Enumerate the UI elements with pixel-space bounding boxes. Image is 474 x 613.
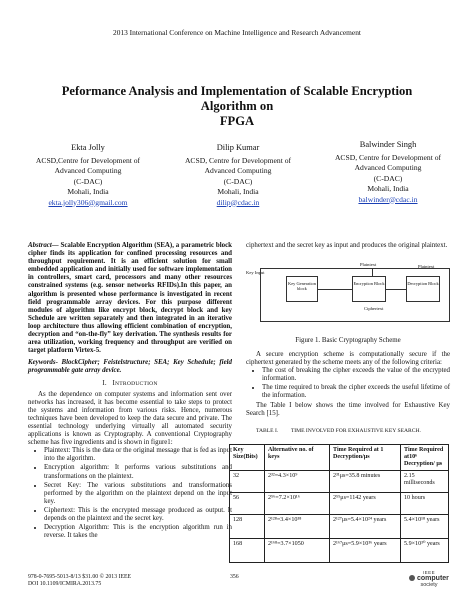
plaintext-arrow — [372, 268, 373, 276]
list-item: • The cost of breaking the cipher exceeds the value of the encrypted information. — [262, 367, 450, 383]
table-cell: 2³¹μs=35.8 minutes — [330, 471, 401, 493]
figure-1 — [246, 262, 452, 334]
author-affil-line: ACSD, Centre for Development of — [334, 152, 442, 162]
logo-computer — [404, 575, 454, 582]
table-cell: 2⁵⁵μs=1142 years — [330, 493, 401, 515]
table-cell: 168 — [230, 539, 265, 563]
footer-doi: DOI 10.1109/ICMIRA.2013.75 — [28, 581, 102, 587]
keywords-label: Keywords- — [28, 359, 58, 367]
footer-copyright — [28, 574, 131, 588]
table-caption-label: TABLE I. — [256, 428, 279, 434]
encryption-block: Encryption Block — [352, 276, 386, 302]
table-cell: 2.15 milliseconds — [401, 471, 449, 493]
computer-society-logo — [404, 570, 454, 588]
key-search-table — [229, 444, 449, 563]
author-3 — [314, 140, 462, 205]
key-input-label: Key Input — [246, 270, 265, 275]
author-email-link[interactable]: dilip@cdac.in — [216, 197, 260, 207]
plaintext-input-label: Plaintext — [360, 262, 377, 267]
table-cell: 128 — [230, 515, 265, 539]
author-name: Ekta Jolly — [71, 143, 105, 152]
criteria-list — [246, 367, 450, 400]
table-row — [230, 493, 449, 515]
table-cell: 5.9×10³⁰ years — [401, 539, 449, 563]
author-affil-line: Advanced Computing — [354, 163, 422, 172]
table-row — [230, 539, 449, 563]
title-line-2: FPGA — [219, 114, 255, 128]
table-row — [230, 471, 449, 493]
ingredients-list — [28, 447, 232, 540]
logo-computer-text: computer — [417, 575, 449, 582]
page-number: 356 — [230, 574, 239, 580]
figure-caption: Figure 1. Basic Cryptography Scheme — [295, 337, 401, 344]
author-affil-line: Mohali, India — [367, 184, 409, 193]
encrypt-to-decrypt-arrow — [386, 289, 406, 290]
list-item: • Decryption Algorithm: This is the encryption algorithm run in reverse. It takes the — [44, 524, 232, 540]
table-header-cell: Key Size(Bits) — [230, 445, 265, 471]
footer-isbn: 978-0-7695-5013-8/13 $31.00 © 2013 IEEE — [28, 574, 132, 580]
author-email-link[interactable]: balwinder@cdac.in — [358, 194, 418, 204]
table-row — [230, 515, 449, 539]
table-cell: 2¹²⁷μs=5.4×10²⁴ years — [330, 515, 401, 539]
logo-emblem-icon — [409, 575, 415, 581]
section-heading — [28, 380, 232, 388]
table-cell: 32 — [230, 471, 265, 493]
table-header-cell: Alternative no. of keys — [265, 445, 330, 471]
list-item: • Encryption algorithm: It performs various substitutions and transformations on the plaintext. — [44, 464, 232, 480]
abstract-label: Abstract— — [28, 242, 59, 249]
table-header-cell: Time Required at 1 Decryption/μs — [330, 445, 401, 471]
table-header-cell: Time Required at10⁶ Decryption/ μs — [401, 445, 449, 471]
logo-society: society — [420, 582, 438, 588]
left-column — [28, 242, 232, 541]
table-cell: 2¹⁶⁷μs=5.9×10³⁶ years — [330, 539, 401, 563]
abstract-text: Scalable Encryption Algorithm (SEA), a parametric block cipher finds its application for confined processing resources and throughput requirement. It is an efficient solution for small embedded application and initially used for software implementation in controllers, smart card, processors and many other resources constrained systems (e.g. sensor networks RFIDs).In this paper, an algorithm is presented whose performance is investigated in recent field programmable array devices. For this purpose different modules of algorithm like encrypt block, decrypt block and key Schedule are written separately and then integrated in an iterative loop architecture thus allowing efficient combination of encryption, decryption and “on-the-fly” key derivation. The synthesis results for area utilization, working frequency and throughput are verified on target platform Virtex-5. — [28, 242, 232, 355]
author-affil-line: ACSD,Centre for Development of — [35, 155, 141, 165]
author-affil-line: (C-DAC) — [223, 176, 253, 186]
ciphertext-label: Ciphertext — [364, 306, 384, 311]
table-cell: 2³²=4.3×10⁹ — [265, 471, 330, 493]
author-affil-line: (C-DAC) — [373, 173, 403, 183]
decryption-block: Decryption Block — [406, 276, 440, 302]
table-cell: 2¹²⁸=3.4×10³⁸ — [265, 515, 330, 539]
section-title-initial: I — [112, 379, 116, 387]
plaintext-output-label: Plaintext — [418, 264, 435, 269]
table-cell: 56 — [230, 493, 265, 515]
right-top-text: ciphertext and the secret key as input and produces the original plaintext. — [246, 242, 448, 249]
table-caption-text: TIME INVOLVED FOR EXHAUSTIVE KEY SEARCH. — [290, 428, 421, 434]
author-email-link[interactable]: ekta.jolly306@gmail.com — [48, 197, 128, 207]
security-paragraph: A secure encryption scheme is computationally secure if the ciphertext generated by the scheme meets any of the following criteria: — [246, 351, 450, 367]
keywords-text: BlockCipher; Feistelstructure; SEA; Key Schedule; field programmable gate array device. — [28, 359, 232, 375]
right-column — [246, 351, 450, 418]
keywords — [28, 359, 232, 375]
author-affil-line: Mohali, India — [67, 187, 109, 196]
intro-paragraph: As the dependence on computer systems and information sent over networks has increased, it has become essential to take steps to protect the systems and information from various risks. Hence, numerous techniques have been developed to keep the data secure and private. The essential technology underlying virtually all automated security applications is known as Cryptography. A conventional Cryptography scheme has five ingredients and is shown in figure1: — [28, 390, 232, 447]
section-number: I. — [102, 379, 107, 387]
author-affil-line: Mohali, India — [217, 187, 259, 196]
paper-title — [40, 84, 434, 129]
list-item: • Plaintext: This is the data or the original message that is fed as input into the algorithm. — [44, 447, 232, 463]
author-affil-line: (C-DAC) — [73, 176, 103, 186]
author-2 — [164, 143, 312, 208]
logo-ieee: IEEE — [422, 570, 436, 575]
list-item: • Secret Key: The various substitutions and transformations performed by the algorithm on the plaintext depend on the input key. — [44, 482, 232, 506]
table-cell: 10 hours — [401, 493, 449, 515]
list-item: • The time required to break the cipher exceeds the useful lifetime of the information. — [262, 384, 450, 400]
table-header-row — [230, 445, 449, 471]
title-line-1: Peformance Analysis and Implementation of Scalable Encryption Algorithm on — [61, 84, 413, 113]
table-caption — [256, 427, 452, 435]
author-affil-line: Advanced Computing — [54, 166, 122, 175]
list-item: • Ciphertext: This is the encrypted message produced as output. It depends on the plaintext and the secret key. — [44, 507, 232, 523]
table-intro: The Table I below shows the time involved for Exhaustive Key Search [15]. — [246, 401, 450, 417]
key-generation-block: Key Generation block — [286, 276, 318, 302]
conference-header: 2013 International Conference on Machine Intelligence and Research Advancement — [113, 28, 361, 37]
section-title-rest: NTRODUCTION — [115, 380, 158, 387]
author-affil-line: ACSD, Centre for Development of — [184, 155, 292, 165]
author-name: Dilip Kumar — [216, 143, 260, 152]
abstract — [28, 242, 232, 355]
table-cell: 2¹⁶⁸=3.7×1050 — [265, 539, 330, 563]
key-to-encrypt-arrow — [318, 289, 352, 290]
table-cell: 2⁵⁶=7.2×10¹⁶ — [265, 493, 330, 515]
author-1 — [14, 143, 162, 208]
table-cell: 5.4×10¹⁸ years — [401, 515, 449, 539]
author-affil-line: Advanced Computing — [204, 166, 272, 175]
author-name: Balwinder Singh — [359, 140, 417, 149]
